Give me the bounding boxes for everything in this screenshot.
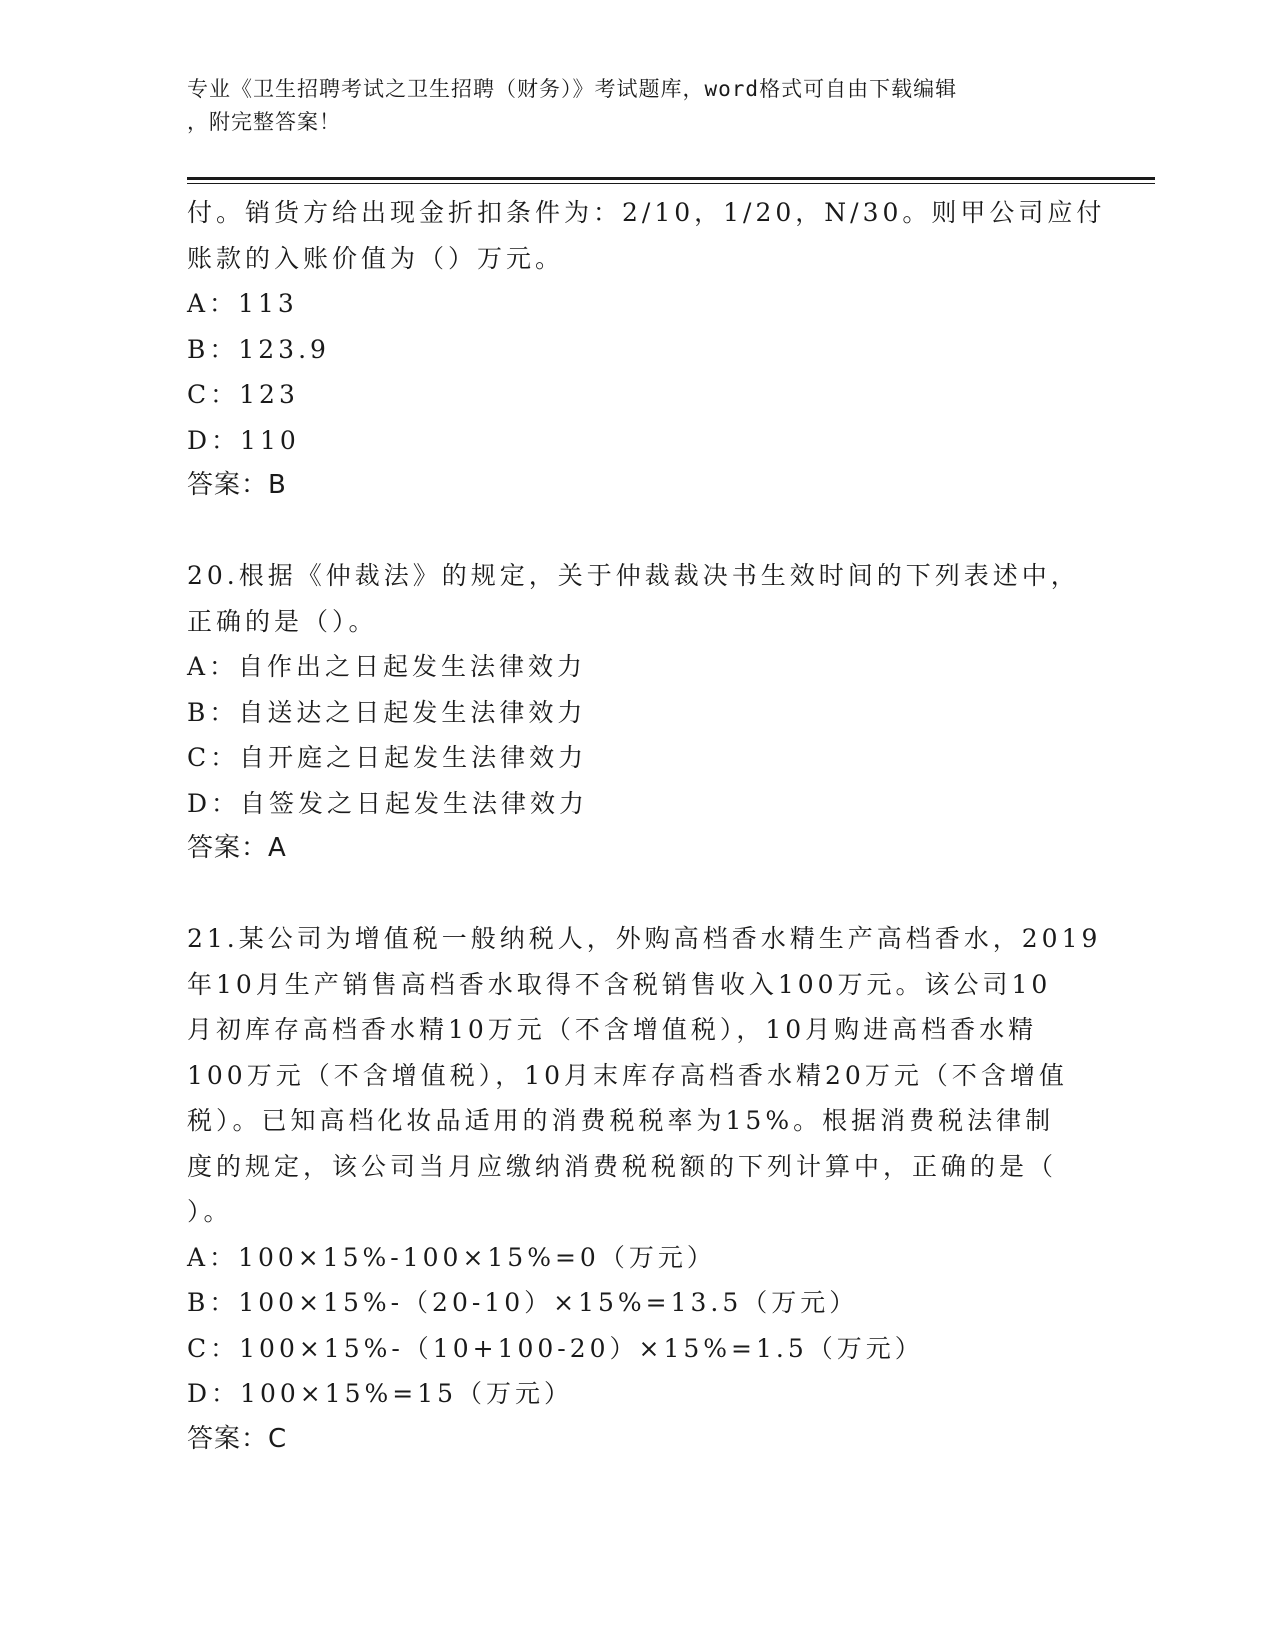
answer-line: 答案：A	[187, 833, 287, 863]
question-20	[187, 553, 1087, 871]
question-stem-line: 账款的入账价值为（）万元。	[187, 243, 565, 273]
option-a: A：自作出之日起发生法律效力	[187, 652, 587, 681]
question-spacer	[187, 871, 1087, 916]
option-a: A：100×15%-100×15%=0（万元）	[187, 1242, 716, 1272]
header-line-2: ，附完整答案！	[187, 110, 341, 134]
header-line-1: 专业《卫生招聘考试之卫生招聘（财务）》考试题库，word格式可自由下载编辑	[187, 77, 958, 101]
option-b: B：123.9	[187, 334, 330, 364]
option-d: D：110	[187, 425, 300, 455]
document-header	[187, 73, 1077, 139]
question-stem-line: 度的规定，该公司当月应缴纳消费税税额的下列计算中，正确的是（	[187, 1151, 1058, 1181]
option-c: C：自开庭之日起发生法律效力	[187, 743, 588, 772]
option-c: C：100×15%-（10+100-20）×15%=1.5（万元）	[187, 1333, 924, 1363]
option-d: D：100×15%=15（万元）	[187, 1379, 574, 1408]
question-stem-line: 税）。已知高档化妆品适用的消费税税率为15%。根据消费税法律制	[187, 1106, 1055, 1135]
question-stem-line: 100万元（不含增值税），10月末库存高档香水精20万元（不含增值	[187, 1060, 1068, 1090]
question-stem-line: 年10月生产销售高档香水取得不含税销售收入100万元。该公司10	[187, 969, 1052, 999]
question-stem-line: 正确的是（）。	[187, 606, 378, 636]
option-b: B：自送达之日起发生法律效力	[187, 697, 587, 727]
question-stem-line: 20.根据《仲裁法》的规定，关于仲裁裁决书生效时间的下列表述中，	[187, 561, 1080, 590]
question-stem-line: 付。销货方给出现金折扣条件为：2/10，1/20，N/30。则甲公司应付	[187, 198, 1106, 227]
header-divider-thin	[187, 183, 1155, 184]
question-stem-line: 21.某公司为增值税一般纳税人，外购高档香水精生产高档香水，2019	[187, 924, 1102, 953]
question-19	[187, 190, 1106, 508]
question-spacer	[187, 508, 1087, 553]
option-b: B：100×15%-（20-10）×15%=13.5（万元）	[187, 1288, 859, 1317]
answer-line: 答案：C	[187, 1423, 288, 1454]
option-a: A：113	[187, 289, 298, 318]
question-list	[187, 190, 1106, 1462]
option-c: C：123	[187, 380, 299, 409]
answer-line: 答案：B	[187, 470, 287, 500]
option-d: D：自签发之日起发生法律效力	[187, 788, 589, 818]
header-divider-thick	[187, 177, 1155, 180]
question-stem-line: 月初库存高档香水精10万元（不含增值税），10月购进高档香水精	[187, 1015, 1038, 1044]
question-21	[187, 916, 1102, 1462]
question-stem-line: ）。	[187, 1197, 233, 1226]
